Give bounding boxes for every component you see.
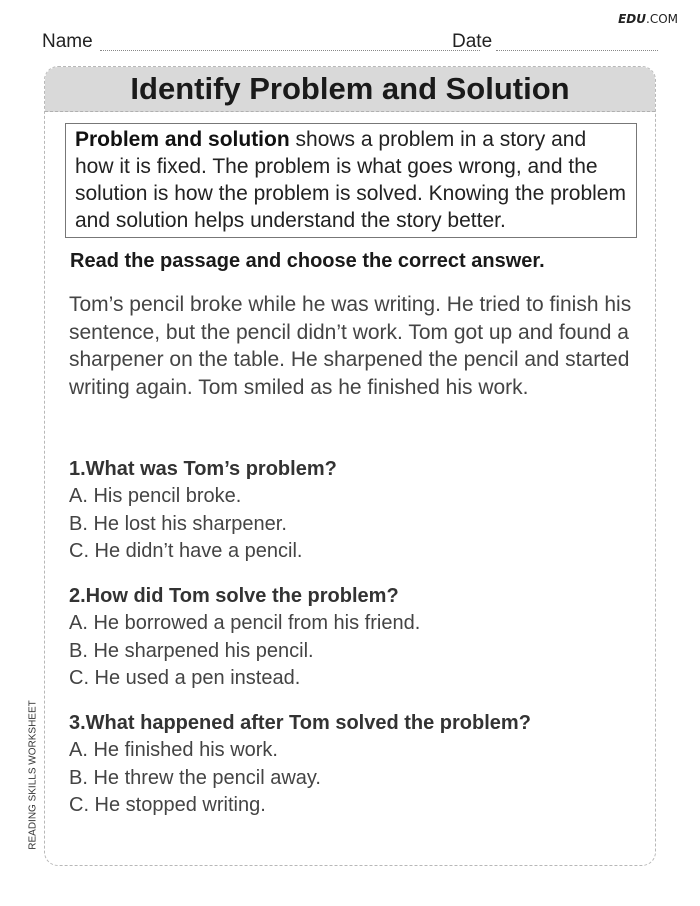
brand-suffix: .COM [646,12,678,26]
option-b[interactable]: B. He lost his sharpener. [69,512,287,535]
worksheet-panel [44,66,656,866]
passage: Tom’s pencil broke while he was writing. He tried to finish his sentence, but the pencil didn’t work. Tom got up and found a sharpener on the table. He sharpened the pencil and started writing again. Tom smiled as he finished his work. [69,293,632,399]
option-a[interactable]: A. He finished his work. [69,739,278,761]
name-date-row [42,31,658,55]
side-label-text: READING SKILLS WORKSHEET [27,700,39,850]
option-c[interactable]: C. He stopped writing. [69,794,266,816]
worksheet-title: Identify Problem and Solution [45,67,655,112]
brand-logo [618,12,678,26]
question-3 [69,710,629,820]
name-label: Name [42,31,93,52]
brand-name: EDU [618,12,646,26]
option-b[interactable]: B. He threw the pencil away. [69,766,321,789]
question-text: 2.How did Tom solve the problem? [69,585,399,607]
option-c[interactable]: C. He used a pen instead. [69,667,301,689]
definition-term: Problem and solution [75,128,290,151]
question-text: 3.What happened after Tom solved the problem? [69,712,531,734]
option-c[interactable]: C. He didn’t have a pencil. [69,540,303,562]
option-a[interactable]: A. His pencil broke. [69,485,242,507]
question-1 [69,456,629,566]
question-2 [69,583,629,693]
name-line [100,50,480,51]
instruction: Read the passage and choose the correct answer. [70,250,545,272]
definition-text: shows a problem in a story and how it is fixed. The problem is what goes wrong, and the solution is how the problem is solved. Knowing the problem and solution helps understand the story better. [75,128,626,232]
option-a[interactable]: A. He borrowed a pencil from his friend. [69,612,421,634]
date-line [496,50,658,51]
date-label: Date [452,31,493,52]
definition-box [65,123,637,238]
option-b[interactable]: B. He sharpened his pencil. [69,639,314,662]
side-label [26,690,40,860]
question-text: 1.What was Tom’s problem? [69,458,337,480]
